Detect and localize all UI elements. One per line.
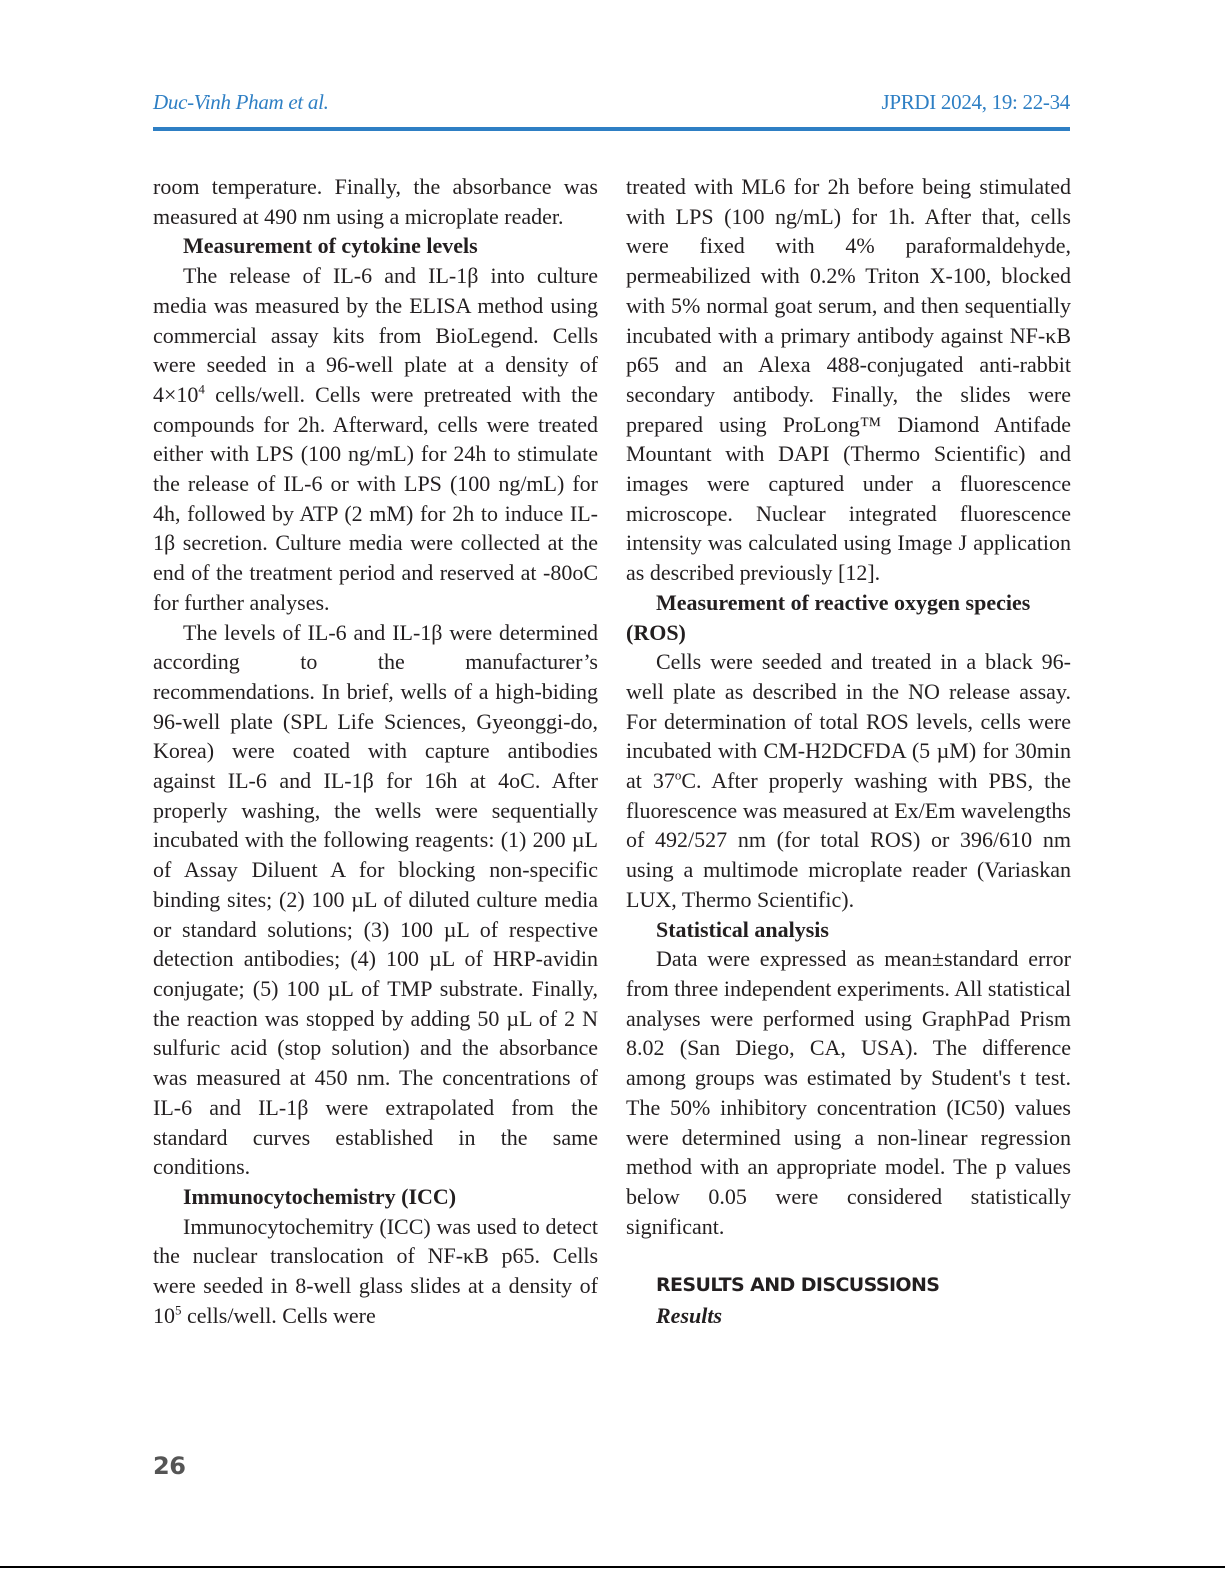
paragraph-ros [626,647,1071,914]
paragraph-cytokine-release-part1: The release of IL-6 and IL-1β into culture media was measured by the ELISA method using commercial assay kits from BioLegend. Cells were seeded in a 96-well plate at a density of 4×10 [153,263,598,407]
running-header [153,90,1070,118]
heading-results: Results [656,1303,723,1329]
paragraph-elisa-procedure: The levels of IL-6 and IL-1β were determined according to the manufacturer’s recommendations. In brief, wells of a high-biding 96-well plate (SPL Life Sciences, Gyeonggi-do, Korea) were coated with capture antibodies against IL-6 and IL-1β for 16h at 4oC. After properly washing, the wells were sequentially incubated with the following reagents: (1) 200 µL of Assay Diluent A for blocking non-specific binding sites; (2) 100 µL of diluted culture media or standard solutions; (3) 100 µL of respective detection antibodies; (4) 100 µL of HRP-avidin conjugate; (5) 100 µL of TMP substrate. Finally, the reaction was stopped by adding 50 µL of 2 N sulfuric acid (stop solution) and the absorbance was measured at 450 nm. The concentrations of IL-6 and IL-1β were extrapolated from the standard curves established in the same conditions. [153,619,598,1180]
paragraph-ros-part1: Cells were seeded and treated in a black 96-well plate as described in the NO release assay. For determination of total ROS levels, cells were incubated with CM-H2DCFDA (5 µM) for 30min at 37 [626,649,1071,794]
right-column [626,172,1071,1331]
left-column [153,172,598,1330]
header-authors: Duc-Vinh Pham et al. [153,90,329,114]
paragraph-absorbance: room temperature. Finally, the absorbance was measured at 490 nm using a microplate reader. [153,174,598,229]
heading-ros: Measurement of reactive oxygen species (ROS) [626,589,1031,645]
heading-statistical-analysis: Statistical analysis [656,916,829,942]
header-journal-citation: JPRDI 2024, 19: 22-34 [881,90,1070,114]
paragraph-cytokine-release [153,261,598,617]
bottom-rule [0,1566,1225,1568]
heading-immunocytochemistry: Immunocytochemistry (ICC) [183,1183,457,1209]
superscript-exponent: 4 [198,381,205,397]
paragraph-icc-continued: treated with ML6 for 2h before being stimulated with LPS (100 ng/mL) for 1h. After that, cells were fixed with 4% paraformaldehyde, permeabilized with 0.2% Triton X-100, blocked with 5% normal goat serum, and then sequentially incubated with a primary antibody against NF-κB p65 and an Alexa 488-conjugated anti-rabbit secondary antibody. Finally, the slides were prepared using ProLong™ Diamond Antifade Mountant with DAPI (Thermo Scientific) and images were captured under a fluorescence microscope. Nuclear integrated fluorescence intensity was calculated using Image J application as described previously [12]. [626,174,1071,586]
paragraph-icc-part2: cells/well. Cells were [181,1302,376,1328]
superscript-exponent: 5 [175,1302,182,1318]
superscript-degree: o [674,767,682,783]
paragraph-ros-part2: C. After properly washing with PBS, the fluorescence was measured at Ex/Em wavelengths of 492/527 nm (for total ROS) or 396/610 nm using a multimode microplate reader (Variaskan LUX, Thermo Scientific). [626,768,1071,912]
heading-cytokine-levels: Measurement of cytokine levels [183,233,478,259]
paragraph-statistics: Data were expressed as mean±standard error from three independent experiments. All statistical analyses were performed using GraphPad Prism 8.02 (San Diego, CA, USA). The difference among groups was estimated by Student's t test. The 50% inhibitory concentration (IC50) values were determined using a non-linear regression method with an appropriate model. The p values below 0.05 were considered statistically significant. [626,946,1071,1239]
paragraph-icc-part1: Immunocytochemitry (ICC) was used to detect the nuclear translocation of NF-κB p65. Cells were seeded in 8-well glass slides at a density of 10 [153,1213,598,1328]
page-number: 26 [153,1452,186,1480]
paragraph-cytokine-release-part2: cells/well. Cells were pretreated with the compounds for 2h. Afterward, cells were treated either with LPS (100 ng/mL) for 24h to stimulate the release of IL-6 or with LPS (100 ng/mL) for 4h, followed by ATP (2 mM) for 2h to induce IL-1β secretion. Culture media were collected at the end of the treatment period and reserved at -80oC for further analyses. [153,381,598,615]
heading-results-and-discussions: RESULTS AND DISCUSSIONS [656,1274,940,1297]
header-rule [153,127,1070,131]
paragraph-icc [153,1212,598,1331]
